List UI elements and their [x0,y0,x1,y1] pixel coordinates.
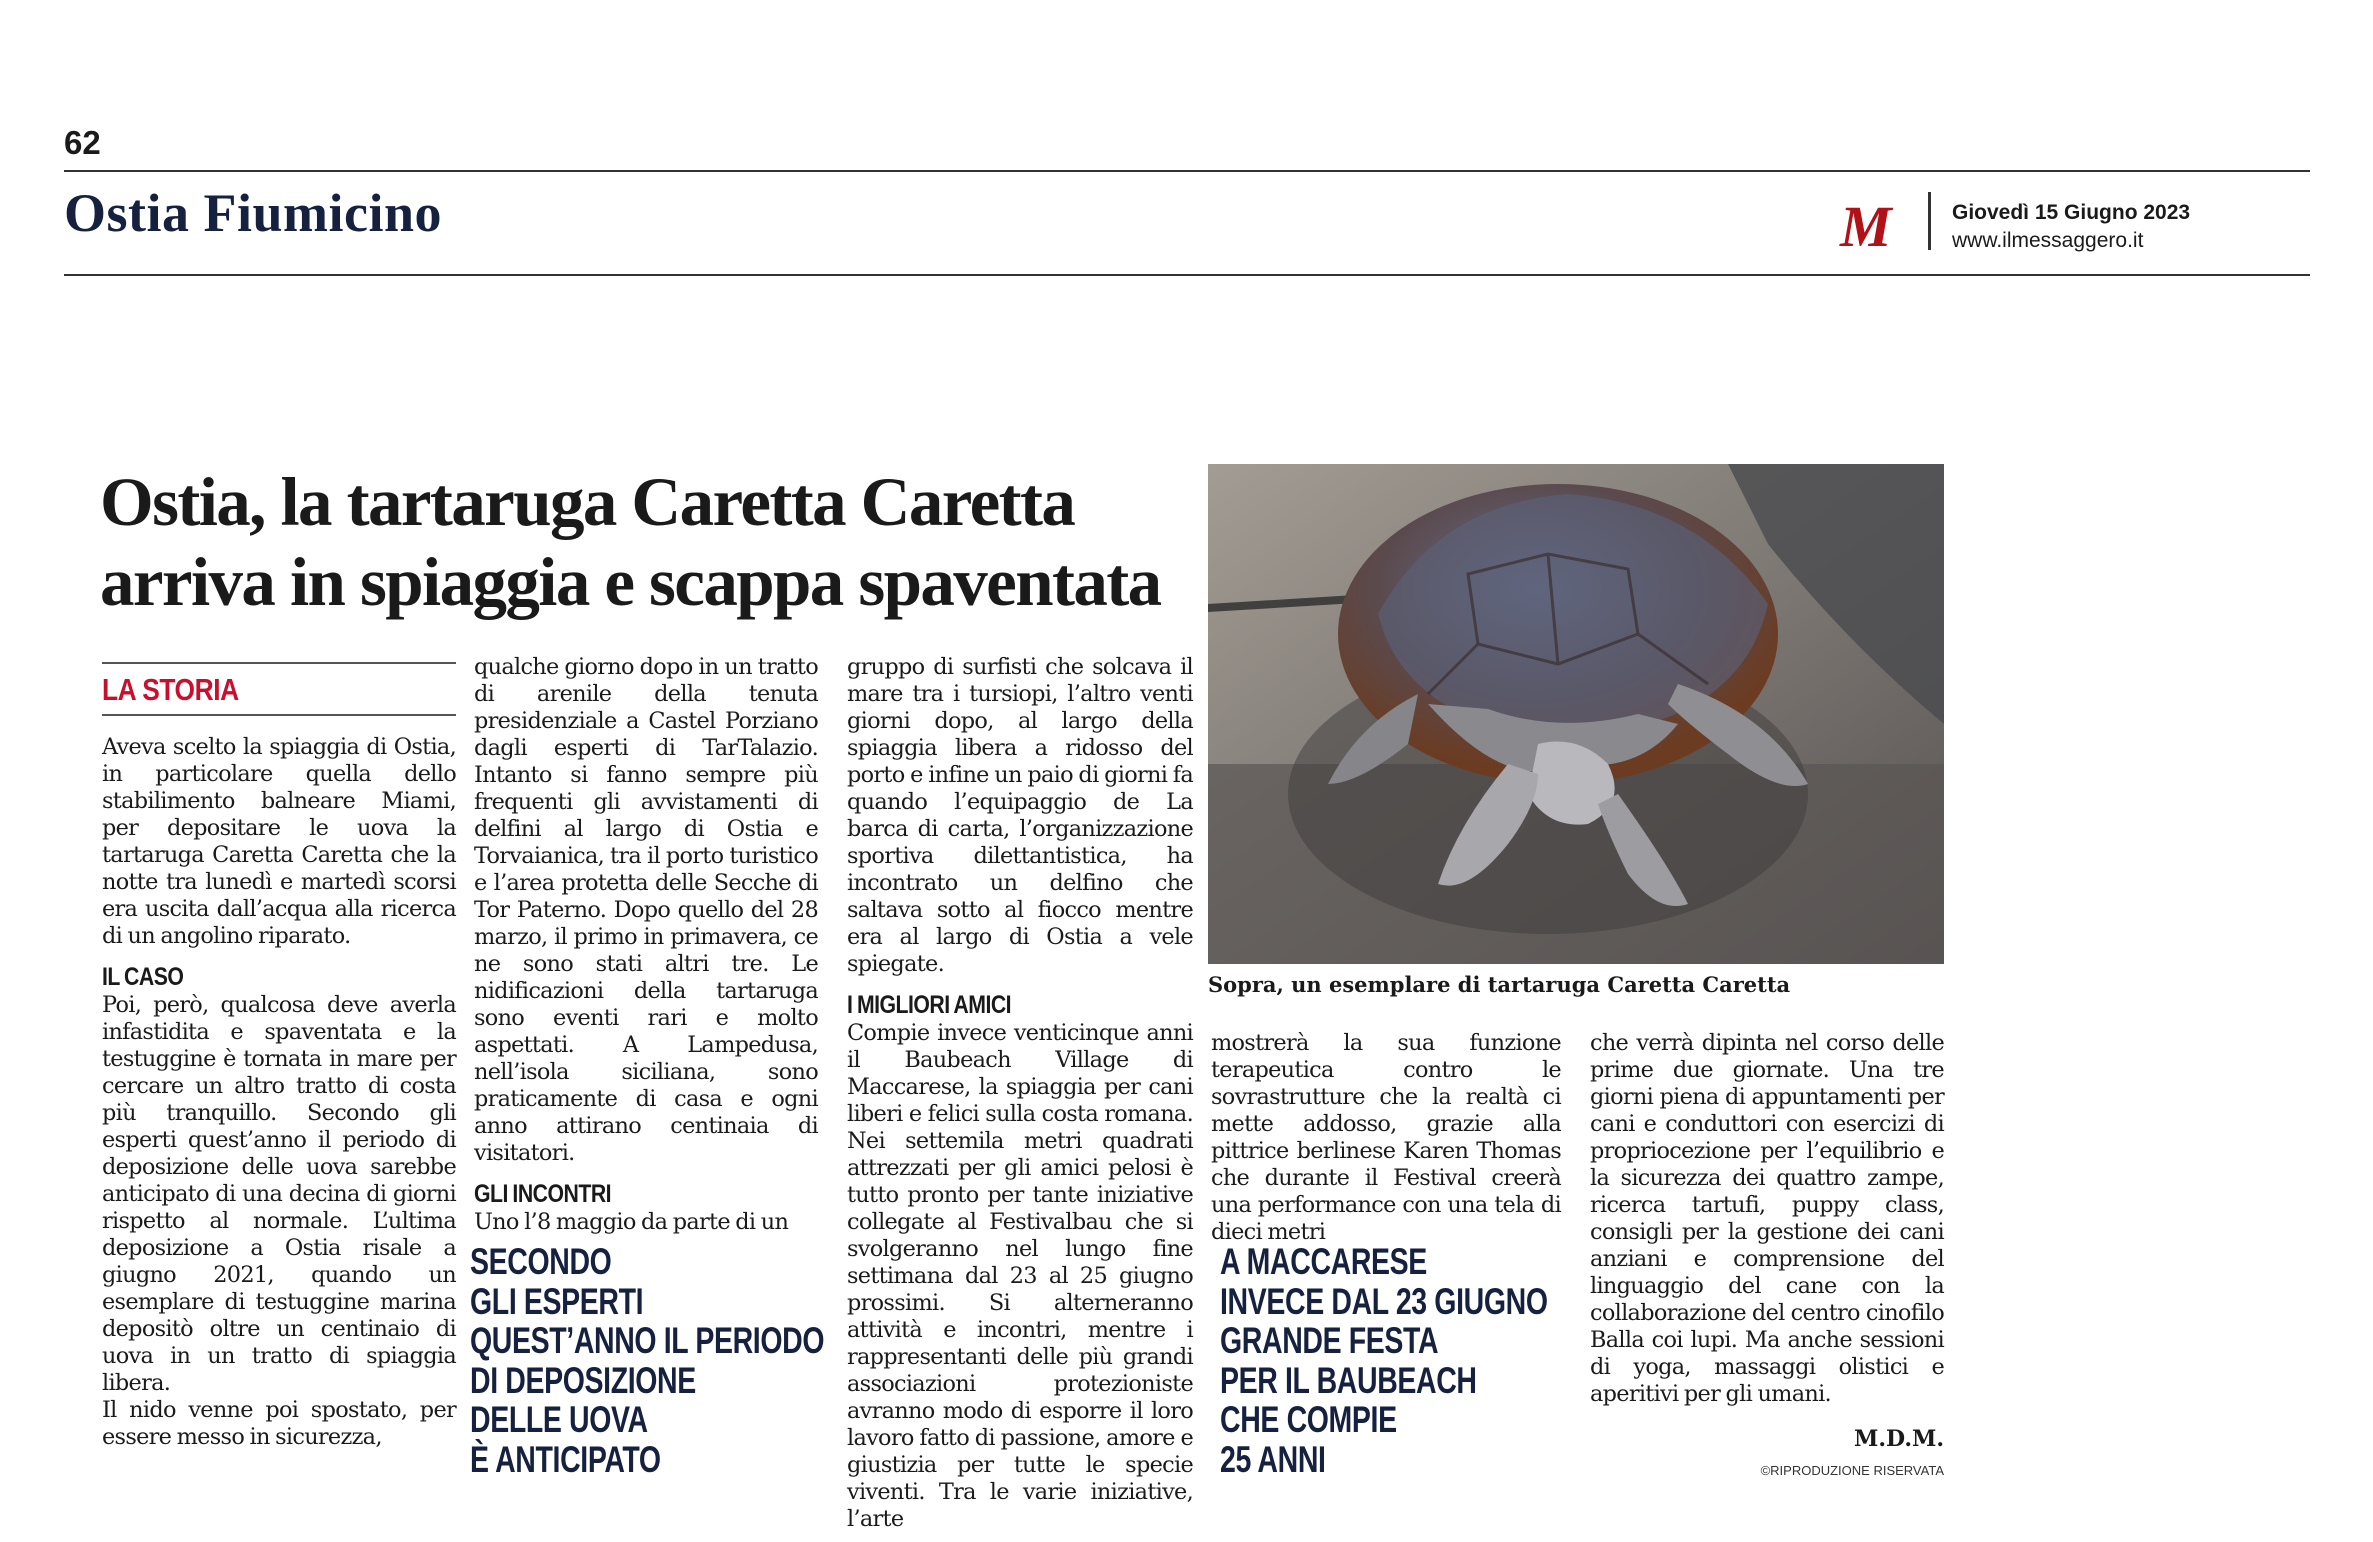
subhead-gli-incontri: GLI INCONTRI [474,1180,612,1208]
website-link[interactable]: www.ilmessaggero.it [1952,229,2144,252]
column-1 [102,734,456,1451]
section-title: Ostia Fiumicino [64,183,443,243]
pull-quote-1 [470,1242,824,1479]
article-headline [100,462,1220,622]
pull-quote-line: INVECE DAL 23 GIUGNO [1220,1279,1548,1322]
il-messaggero-logo-icon [1838,196,1902,252]
page-number: 62 [64,124,101,161]
issue-date: Giovedì 15 Giugno 2023 [1952,201,2191,224]
masthead-divider [1928,192,1931,250]
pull-quote-2 [1220,1242,1548,1479]
paragraph: Aveva scelto la spiaggia di Ostia, in particolare quella dello stabilimento balneare Miami, per depositare le uova la tartaruga Caretta Caretta che la notte tra lunedì e martedì scorsi era uscita dall’acqua alla ricerca di un angolino riparato. [102,734,456,949]
column-5 [1590,1030,1944,1408]
headline-line-1: Ostia, la tartaruga Caretta Caretta [100,464,1075,540]
headline-line-2: arriva in spiaggia e scappa spaventata [100,544,1161,620]
pull-quote-line: È ANTICIPATO [470,1437,661,1480]
kicker-block [102,662,456,716]
header-bottom-rule [64,274,2310,276]
copyright-notice: ©RIPRODUZIONE RISERVATA [1760,1463,1944,1478]
paragraph: qualche giorno dopo in un tratto di arenile della tenuta presidenziale a Castel Porziano dagli esperti di TarTalazio. Intanto si fanno sempre più frequenti gli avvistamenti di delfini al largo di Ostia e Torvaianica, tra il porto turistico e l’area protetta delle Secche di Tor Paterno. Dopo quello del 28 marzo, il primo in primavera, ce ne sono stati altri tre. Le nidificazioni della tartaruga sono eventi rari e molto aspettati. A Lampedusa, nell’isola siciliana, sono praticamente di casa e ogni anno attirano centinaia di visitatori. [474,654,818,1166]
turtle-photo [1208,464,1944,964]
photo-caption: Sopra, un esemplare di tartaruga Caretta Caretta [1208,972,1791,997]
svg-text:M: M [1840,196,1892,252]
pull-quote-line: CHE COMPIE [1220,1398,1397,1440]
paragraph: che verrà dipinta nel corso delle prime due giornate. Una tre giorni piena di appuntamenti per cani e conduttori con esercizi di propriocezione per l’equilibrio e la sicurezza dei quattro zampe, ricerca tartufi, puppy class, consigli per la gestione dei cani anziani e comprensione del linguaggio del cane con la collaborazione del centro cinofilo Balla coi lupi. Ma anche sessioni di yoga, massaggi olistici e aperitivi per gli umani. [1590,1030,1944,1407]
pull-quote-line: PER IL BAUBEACH [1220,1358,1477,1401]
paragraph: Poi, però, qualcosa deve averla infastidita e spaventata e la testuggine è tornata in mare per cercare un altro tratto di costa più tranquillo. Secondo gli esperti quest’anno il periodo di deposizione delle uova sarebbe anticipato di una decina di giorni rispetto al normale. L’ultima deposizione a Ostia risale a giugno 2021, quando un esemplare di testuggine marina depositò oltre un centinaio di uova in un tratto di spiaggia libera. [102,992,456,1396]
column-3 [847,654,1193,1533]
kicker-rule-bottom [102,714,456,716]
header-top-rule [64,170,2310,172]
byline: M.D.M. [1854,1426,1944,1452]
paragraph: Compie invece venticinque anni il Baubeach Village di Maccarese, la spiaggia per cani liberi e felici sulla costa romana. Nei settemila metri quadrati attrezzati per gli amici pelosi è tutto pronto per tante iniziative collegate al Festivalbau che si svolgeranno nel lungo fine settimana dal 23 al 25 giugno prossimi. Si alterneranno attività e incontri, mentre i rappresentanti delle più grandi associazioni protezioniste avranno modo di esporre il loro lavoro fatto di passione, amore e giustizia per tutte le specie viventi. Tra le varie iniziative, l’arte [847,1020,1193,1532]
paragraph: Il nido venne poi spostato, per essere messo in sicurezza, [102,1397,456,1450]
column-4 [1211,1030,1561,1246]
column-2 [474,654,818,1236]
paragraph: mostrerà la sua funzione terapeutica contro le sovrastrutture che la realtà ci mette addosso, grazie alla pittrice berlinese Karen Thomas che durante il Festival creerà una performance con una tela di dieci metri [1211,1030,1561,1245]
pull-quote-line: GRANDE FESTA [1220,1319,1439,1361]
pull-quote-line: GLI ESPERTI [470,1279,644,1322]
subhead-il-caso: IL CASO [102,963,184,991]
kicker-label: LA STORIA [102,672,239,707]
pull-quote-line: DELLE UOVA [470,1398,648,1440]
pull-quote-line: A MACCARESE [1220,1240,1427,1282]
pull-quote-line: 25 ANNI [1220,1437,1326,1480]
paragraph: gruppo di surfisti che solcava il mare tra i tursiopi, l’altro venti giorni dopo, al largo della spiaggia libera a ridosso del porto e infine un paio di giorni fa quando l’equipaggio de La barca di carta, l’organizzazione sportiva dilettantistica, ha incontrato un delfino che saltava sotto al fiocco mentre era al largo di Ostia a vele spiegate. [847,654,1193,977]
pull-quote-line: SECONDO [470,1240,612,1282]
pull-quote-line: DI DEPOSIZIONE [470,1358,696,1401]
paragraph: Uno l’8 maggio da parte di un [474,1209,789,1235]
subhead-i-migliori-amici: I MIGLIORI AMICI [847,991,1012,1019]
pull-quote-line: QUEST’ANNO IL PERIODO [470,1319,825,1361]
